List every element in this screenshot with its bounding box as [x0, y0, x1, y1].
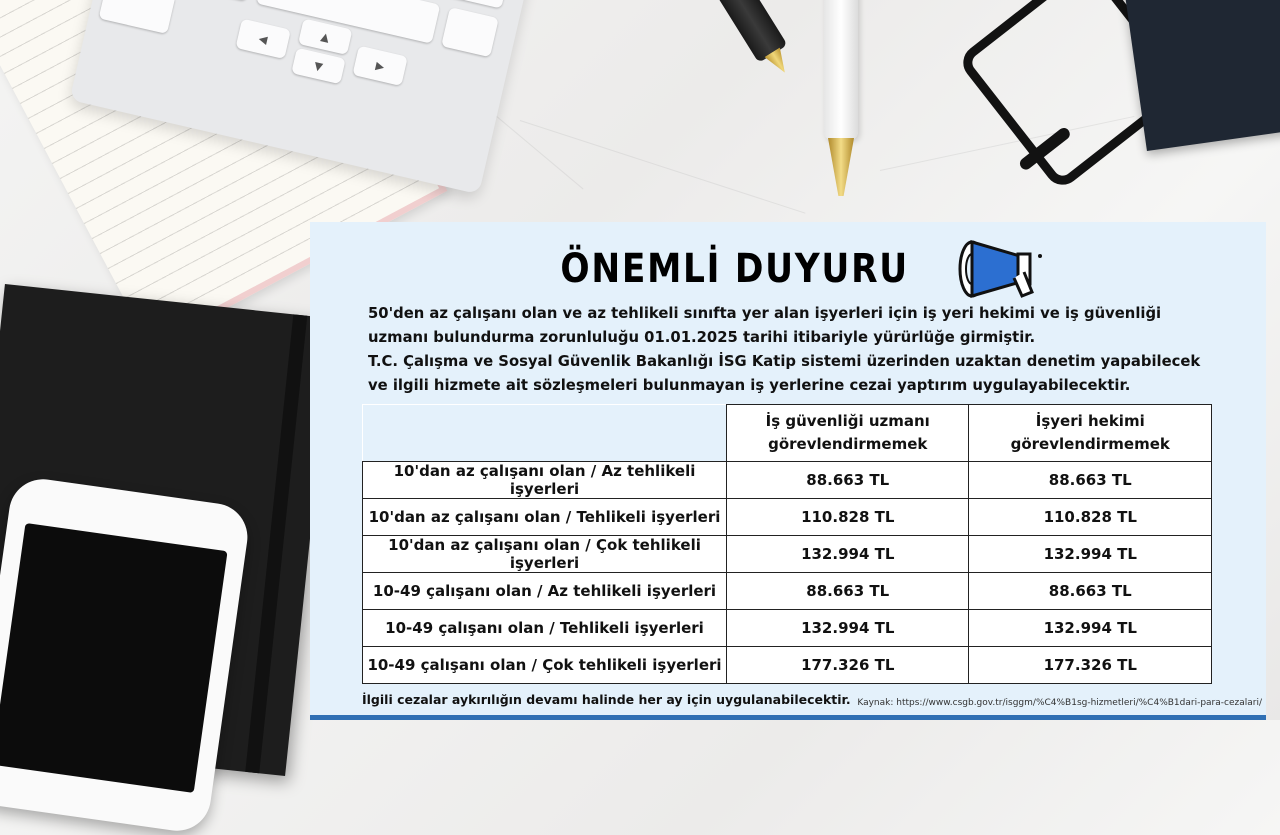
fine-amount: 177.326 TL — [727, 647, 969, 684]
fines-table — [362, 404, 1212, 684]
col-header-isyeri-hekimi: İşyeri hekimi görevlendirmemek — [969, 405, 1212, 462]
fine-amount: 88.663 TL — [969, 462, 1212, 499]
table-row — [363, 499, 1212, 536]
table-header-row — [363, 405, 1212, 462]
phone-screen — [0, 523, 228, 793]
fine-amount: 132.994 TL — [969, 610, 1212, 647]
table-row — [363, 610, 1212, 647]
row-label: 10'dan az çalışanı olan / Tehlikeli işyerleri — [363, 499, 727, 536]
row-label: 10'dan az çalışanı olan / Çok tehlikeli işyerleri — [363, 536, 727, 573]
table-corner-cell — [363, 405, 727, 462]
row-label: 10-49 çalışanı olan / Az tehlikeli işyerleri — [363, 573, 727, 610]
table-row — [363, 536, 1212, 573]
announcement-panel — [310, 222, 1266, 720]
fine-amount: 177.326 TL — [969, 647, 1212, 684]
fine-amount: 132.994 TL — [727, 610, 969, 647]
footnote: İlgili cezalar aykırılığın devamı halinde her ay için uygulanabilecektir. — [362, 692, 851, 707]
alt-key — [188, 0, 255, 1]
pen-tip — [765, 47, 793, 77]
arrow-left-key: ◀ — [235, 19, 290, 59]
fine-amount: 132.994 TL — [727, 536, 969, 573]
table-row — [363, 462, 1212, 499]
megaphone-icon — [952, 234, 1044, 304]
table-row — [363, 573, 1212, 610]
white-pen — [824, 0, 858, 140]
row-label: 10-49 çalışanı olan / Çok tehlikeli işyerleri — [363, 647, 727, 684]
fine-amount: 88.663 TL — [969, 573, 1212, 610]
fine-amount: 110.828 TL — [727, 499, 969, 536]
arrow-down-key: ▼ — [291, 48, 346, 85]
fine-amount: 132.994 TL — [969, 536, 1212, 573]
fine-amount: 88.663 TL — [727, 573, 969, 610]
paragraph-2: T.C. Çalışma ve Sosyal Güvenlik Bakanlığı İSG Katip sistemi üzerinden uzaktan denetim yapabilecek ve ilgili hizmete ait sözleşmeleri bulunmayan iş yerlerine cezai yaptırım uygulayabilecektir. — [368, 353, 1201, 394]
pen-tip — [828, 138, 854, 196]
title-row — [310, 230, 1266, 308]
arrow-right-key: ▶ — [352, 46, 407, 86]
table-row — [363, 647, 1212, 684]
black-gold-pen — [716, 0, 787, 63]
dark-notebook — [1125, 0, 1280, 151]
marble-vein — [520, 120, 806, 214]
keyboard-key — [99, 0, 176, 34]
bottom-accent-bar — [310, 715, 1266, 720]
arrow-up-key: ▲ — [298, 18, 353, 55]
announcement-title: ÖNEMLİ DUYURU — [560, 246, 910, 292]
fine-amount: 110.828 TL — [969, 499, 1212, 536]
col-header-is-guvenligi: İş güvenliği uzmanı görevlendirmemek — [727, 405, 969, 462]
paragraph-1: 50'den az çalışanı olan ve az tehlikeli sınıfta yer alan işyerleri için iş yeri hekimi ve iş güvenliği uzmanı bulundurma zorunluluğu 01.01.2025 tarihi itibariyle yürürlüğe girmiştir. — [368, 305, 1162, 346]
source-citation: Kaynak: https://www.csgb.gov.tr/isggm/%C4%B1sg-hizmetleri/%C4%B1dari-para-cezalari/ — [857, 698, 1262, 708]
smartphone — [0, 475, 252, 835]
announcement-body — [360, 302, 1220, 398]
row-label: 10'dan az çalışanı olan / Az tehlikeli işyerleri — [363, 462, 727, 499]
keyboard-key — [441, 7, 499, 57]
eyeglasses-arm — [1018, 126, 1073, 172]
notebook-strap — [245, 314, 307, 773]
row-label: 10-49 çalışanı olan / Tehlikeli işyerleri — [363, 610, 727, 647]
fine-amount: 88.663 TL — [727, 462, 969, 499]
